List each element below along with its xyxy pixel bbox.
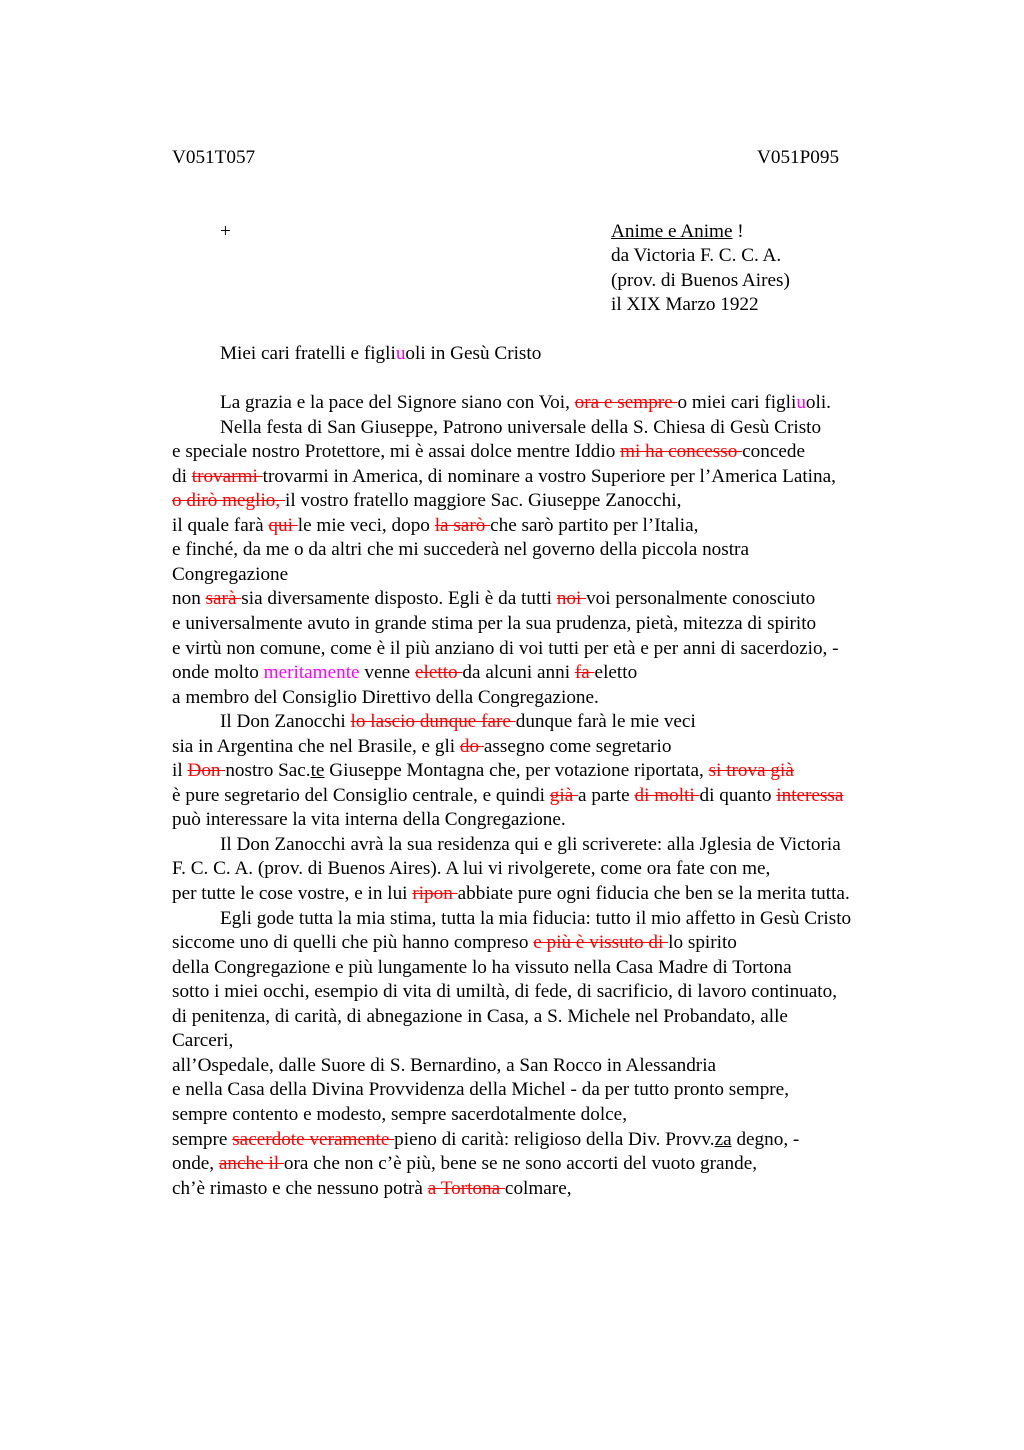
deleted-text: noi: [556, 588, 587, 610]
text-line: [172, 784, 912, 809]
text-segment: assegno come segretario: [483, 735, 672, 757]
text-segment: sia in Argentina che nel Brasile, e gli: [172, 735, 460, 757]
text-segment: degno, -: [731, 1128, 800, 1150]
text-line: [172, 465, 912, 490]
letter-paragraphs: [172, 391, 912, 1201]
salutation-text: oli in Gesù Cristo: [405, 343, 542, 364]
text-segment: sempre contento e modesto, sempre sacerdotalmente dolce,: [172, 1103, 628, 1125]
text-segment: Il Don Zanocchi avrà la sua residenza qui e gli scriverete: alla Jglesia de Victoria: [220, 833, 841, 855]
text-segment: di: [172, 465, 192, 487]
deleted-text: eletto: [415, 662, 463, 684]
deleted-text: qui: [268, 514, 298, 536]
underlined-abbreviation: te: [310, 760, 325, 782]
text-line: [172, 1029, 912, 1054]
deleted-text: interessa: [776, 784, 844, 806]
text-segment: a membro del Consiglio Direttivo della Congregazione.: [172, 686, 599, 708]
document-code-left: V051T057: [172, 147, 256, 168]
text-segment: il: [172, 760, 188, 782]
inserted-text: u: [395, 343, 406, 364]
text-line: [172, 514, 912, 539]
text-line: [172, 833, 912, 858]
text-segment: dunque farà le mie veci: [515, 711, 696, 733]
text-segment: onde,: [172, 1153, 219, 1175]
text-segment: onde molto: [172, 662, 264, 684]
text-segment: a parte: [578, 784, 635, 806]
deleted-text: trovarmi: [191, 465, 263, 487]
letter-body: [172, 342, 912, 1201]
text-line: [172, 735, 912, 760]
deleted-text: sacerdote veramente: [232, 1128, 395, 1150]
text-segment: può interessare la vita interna della Congregazione.: [172, 809, 566, 831]
text-segment: Il Don Zanocchi: [220, 711, 351, 733]
text-line: [172, 1103, 912, 1128]
text-segment: abbiate pure ogni fiducia che ben se la merita tutta.: [457, 883, 850, 905]
text-segment: per tutte le cose vostre, e in lui: [172, 883, 413, 905]
text-line: [172, 907, 912, 932]
text-segment: non: [172, 588, 206, 610]
text-segment: ora che non c’è più, bene se ne sono accorti del vuoto grande,: [283, 1153, 758, 1175]
text-segment: il quale farà: [172, 514, 269, 536]
text-segment: all’Ospedale, dalle Suore di S. Bernardino, a San Rocco in Alessandria: [172, 1054, 717, 1076]
text-segment: eletto: [594, 662, 638, 684]
deleted-text: ora e sempre: [574, 392, 678, 414]
text-segment: di quanto: [699, 784, 777, 806]
letter-title-underlined: Anime e Anime: [611, 221, 733, 242]
deleted-text: a Tortona: [427, 1177, 505, 1199]
text-line: [172, 956, 912, 981]
letter-heading: [611, 220, 790, 318]
text-segment: Nella festa di San Giuseppe, Patrono universale della S. Chiesa di Gesù Cristo: [220, 416, 822, 438]
text-segment: e universalmente avuto in grande stima per la sua prudenza, pietà, mitezza di spirito: [172, 613, 817, 635]
text-line: [172, 1054, 912, 1079]
text-line: [172, 1128, 912, 1153]
deleted-text: e più è vissuto di: [533, 932, 669, 954]
text-segment: le mie veci, dopo: [297, 514, 435, 536]
text-segment: sempre: [172, 1128, 233, 1150]
text-line: [172, 857, 912, 882]
text-line: [172, 612, 912, 637]
deleted-text: do: [459, 735, 484, 757]
deleted-text: sarà: [205, 588, 242, 610]
text-segment: Egli gode tutta la mia stima, tutta la mia fiducia: tutto il mio affetto in Gesù Cristo: [220, 907, 852, 929]
text-line: [172, 538, 912, 563]
text-line: [172, 808, 912, 833]
text-line: [172, 416, 912, 441]
salutation-text: Miei cari fratelli e figli: [220, 343, 396, 364]
text-line: [172, 882, 912, 907]
deleted-text: anche il: [218, 1153, 284, 1175]
text-segment: e finché, da me o da altri che mi succederà nel governo della piccola nostra: [172, 539, 749, 561]
text-line: [172, 931, 912, 956]
deleted-text: ripon: [412, 883, 458, 905]
text-line: [172, 391, 912, 416]
deleted-text: di molti: [634, 784, 700, 806]
inserted-text: u: [796, 392, 806, 414]
text-segment: voi personalmente conosciuto: [586, 588, 816, 610]
text-line: [172, 759, 912, 784]
text-segment: La grazia e la pace del Signore siano con Voi,: [220, 392, 575, 414]
text-segment: lo spirito: [668, 932, 737, 954]
salutation: [172, 342, 912, 367]
text-segment: nostro Sac.: [225, 760, 311, 782]
text-line: [172, 440, 912, 465]
text-line: [172, 637, 912, 662]
text-segment: concede: [742, 441, 805, 463]
text-segment: sia diversamente disposto. Egli è da tutti: [241, 588, 557, 610]
text-segment: trovarmi in America, di nominare a vostro Superiore per l’America Latina,: [262, 465, 836, 487]
blank-line: [172, 367, 912, 392]
letter-place-1: da Victoria F. C. C. A.: [611, 245, 782, 267]
text-segment: F. C. C. A. (prov. di Buenos Aires). A lui vi rivolgerete, come ora fate con me,: [172, 858, 771, 880]
document-code-right: V051P095: [757, 147, 840, 168]
letter-title-suffix: !: [732, 221, 744, 242]
text-segment: ch’è rimasto e che nessuno potrà: [172, 1177, 428, 1199]
text-segment: è pure segretario del Consiglio centrale, e quindi: [172, 784, 550, 806]
text-segment: da alcuni anni: [462, 662, 575, 684]
deleted-text: mi ha concesso: [620, 441, 743, 463]
text-segment: della Congregazione e più lungamente lo ha vissuto nella Casa Madre di Tortona: [172, 956, 792, 978]
deleted-text: o dirò meglio,: [172, 490, 285, 512]
text-segment: o miei cari figli: [677, 392, 797, 414]
text-segment: pieno di carità: religioso della Div. Provv.: [394, 1128, 715, 1150]
text-line: [172, 1177, 912, 1202]
text-line: [172, 489, 912, 514]
text-segment: Carceri,: [172, 1030, 234, 1052]
text-segment: venne: [359, 662, 415, 684]
text-segment: sotto i miei occhi, esempio di vita di umiltà, di fede, di sacrificio, di lavoro continuato,: [172, 981, 838, 1003]
text-line: [172, 710, 912, 735]
text-segment: e speciale nostro Protettore, mi è assai dolce mentre Iddio: [172, 441, 621, 463]
deleted-text: lo lascio dunque fare: [350, 711, 516, 733]
text-segment: colmare,: [504, 1177, 572, 1199]
deleted-text: fa: [574, 662, 595, 684]
text-segment: che sarò partito per l’Italia,: [490, 514, 699, 536]
text-line: [172, 1005, 912, 1030]
text-segment: Congregazione: [172, 563, 289, 585]
deleted-text: Don: [187, 760, 226, 782]
text-line: [172, 1078, 912, 1103]
text-segment: siccome uno di quelli che più hanno compreso: [172, 932, 534, 954]
cross-symbol: +: [220, 221, 231, 242]
deleted-text: si trova già: [708, 760, 794, 782]
letter-place-2: (prov. di Buenos Aires): [611, 269, 790, 291]
inserted-text: meritamente: [263, 662, 360, 684]
text-line: [172, 1152, 912, 1177]
text-segment: oli.: [805, 392, 831, 414]
underlined-abbreviation: za: [714, 1128, 732, 1150]
text-line: [172, 661, 912, 686]
letter-title: [611, 220, 790, 244]
text-line: [172, 563, 912, 588]
letter-date: il XIX Marzo 1922: [611, 294, 759, 316]
text-segment: il vostro fratello maggiore Sac. Giuseppe Zanocchi,: [284, 490, 682, 512]
text-segment: e virtù non comune, come è il più anziano di voi tutti per età e per anni di sacerdozio, -: [172, 637, 839, 659]
deleted-text: già: [549, 784, 579, 806]
text-segment: Giuseppe Montagna che, per votazione riportata,: [324, 760, 709, 782]
text-line: [172, 980, 912, 1005]
text-line: [172, 686, 912, 711]
deleted-text: la sarò: [434, 514, 491, 536]
text-line: [172, 587, 912, 612]
text-segment: di penitenza, di carità, di abnegazione in Casa, a S. Michele nel Probandato, alle: [172, 1005, 788, 1027]
text-segment: e nella Casa della Divina Provvidenza della Michel - da per tutto pronto sempre,: [172, 1079, 789, 1101]
